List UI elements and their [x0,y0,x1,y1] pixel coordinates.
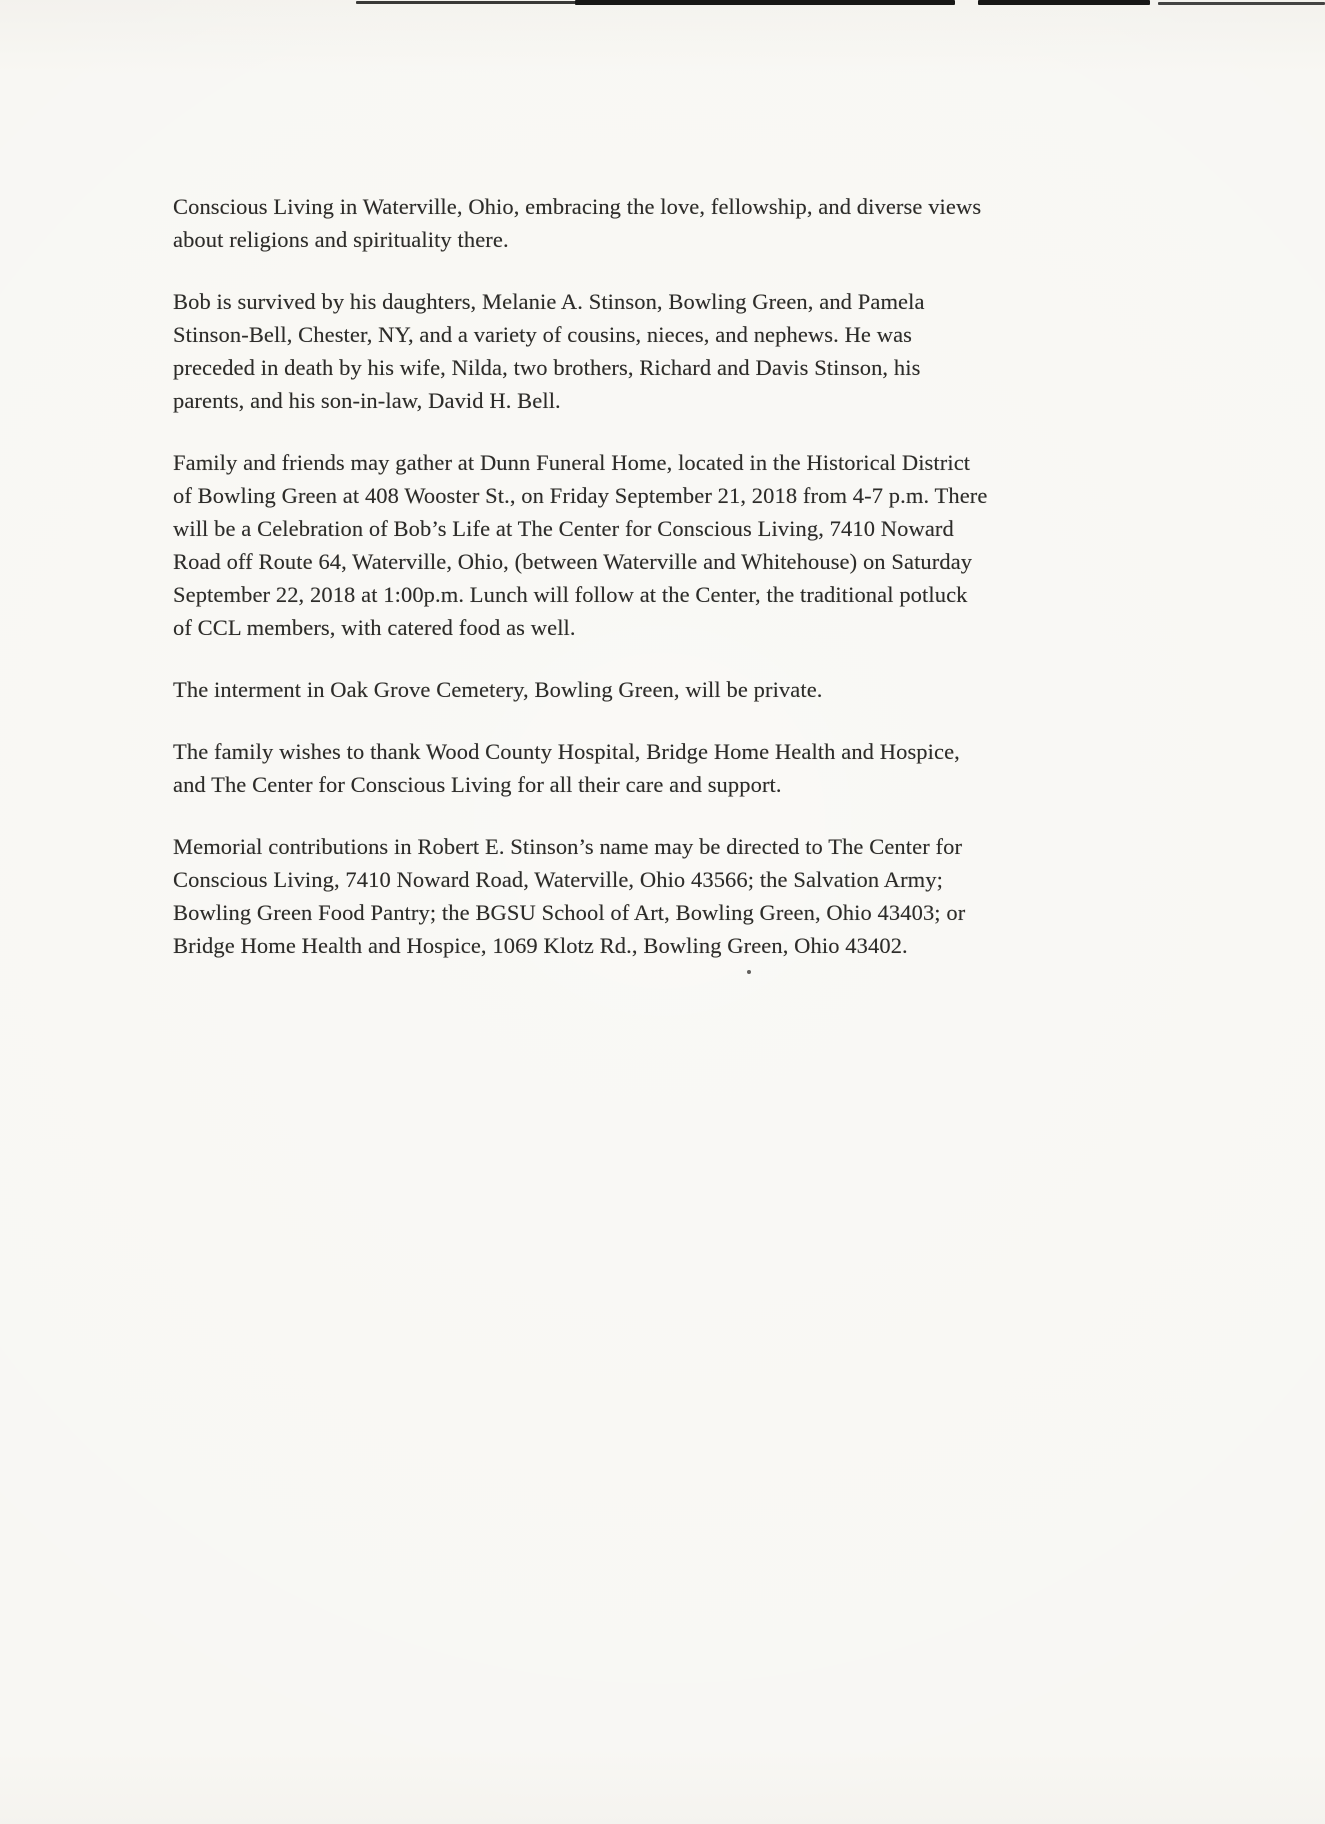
text-line: September 22, 2018 at 1:00p.m. Lunch will follow at the Center, the traditional potluck [173,582,968,607]
paragraph-thanks [173,735,1018,801]
text-line: about religions and spirituality there. [173,227,509,252]
obituary-body [173,190,1018,991]
scan-edge-segment [575,0,955,5]
text-line: Conscious Living, 7410 Noward Road, Waterville, Ohio 43566; the Salvation Army; [173,867,943,892]
text-line: and The Center for Conscious Living for all their care and support. [173,772,782,797]
scan-edge-segment [978,0,1150,5]
text-line: The interment in Oak Grove Cemetery, Bowling Green, will be private. [173,677,823,702]
text-line: will be a Celebration of Bob’s Life at The Center for Conscious Living, 7410 Noward [173,516,954,541]
paragraph-interment [173,673,1018,706]
scan-speck-artifact [747,970,751,974]
text-line: Stinson-Bell, Chester, NY, and a variety of cousins, nieces, and nephews. He was [173,322,913,347]
paragraph-memorial-contributions [173,830,1018,962]
text-line: Conscious Living in Waterville, Ohio, embracing the love, fellowship, and diverse views [173,194,982,219]
text-line: Road off Route 64, Waterville, Ohio, (between Waterville and Whitehouse) on Saturday [173,549,973,574]
paragraph-services [173,446,1018,644]
paragraph-survivors [173,285,1018,417]
text-line: parents, and his son-in-law, David H. Bell. [173,388,561,413]
text-line: The family wishes to thank Wood County Hospital, Bridge Home Health and Hospice, [173,739,960,764]
scan-edge-segment [356,1,581,4]
text-line: of CCL members, with catered food as well. [173,615,576,640]
scan-edge-artifact [0,0,1325,10]
paragraph-conscious-living [173,190,1018,256]
text-line: Memorial contributions in Robert E. Stinson’s name may be directed to The Center for [173,834,963,859]
text-line: preceded in death by his wife, Nilda, two brothers, Richard and Davis Stinson, his [173,355,921,380]
text-line: Bowling Green Food Pantry; the BGSU School of Art, Bowling Green, Ohio 43403; or [173,900,966,925]
text-line: Family and friends may gather at Dunn Funeral Home, located in the Historical District [173,450,971,475]
text-line: Bob is survived by his daughters, Melanie A. Stinson, Bowling Green, and Pamela [173,289,925,314]
text-line: of Bowling Green at 408 Wooster St., on Friday September 21, 2018 from 4-7 p.m. There [173,483,988,508]
text-line: Bridge Home Health and Hospice, 1069 Klotz Rd., Bowling Green, Ohio 43402. [173,933,908,958]
scan-edge-segment [1158,2,1325,5]
